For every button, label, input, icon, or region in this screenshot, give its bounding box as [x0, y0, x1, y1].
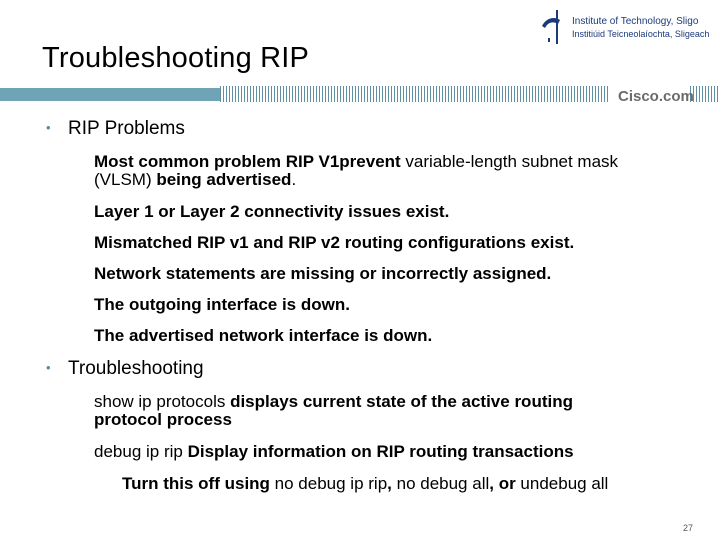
bullet-troubleshooting: • Troubleshooting [46, 358, 204, 379]
institute-logo-icon [538, 8, 564, 46]
header-band-hatch-end [690, 86, 720, 102]
bullet-dot-icon: • [46, 360, 51, 375]
list-item: The advertised network interface is down. [94, 326, 433, 345]
list-item: show ip protocols displays current state of the active routing [94, 392, 573, 411]
bullet-dot-icon: • [46, 120, 51, 135]
sub-list-item: Turn this off using no debug ip rip, no debug all, or undebug all [122, 474, 609, 493]
institution-name: Institute of Technology, Sligo [572, 16, 699, 27]
header-band [0, 88, 220, 101]
institution-name-irish: Institiúid Teicneolaíochta, Sligeach [572, 29, 710, 39]
list-item: Most common problem RIP V1prevent variable-length subnet mask [94, 152, 619, 171]
header-band-hatch [220, 86, 610, 102]
page-number: 27 [683, 523, 694, 533]
list-item-continued: protocol process [94, 410, 232, 429]
slide-title: Troubleshooting RIP [42, 42, 310, 74]
list-item: Mismatched RIP v1 and RIP v2 routing configurations exist. [94, 233, 575, 252]
list-item-continued: (VLSM) being advertised. [94, 170, 297, 189]
list-item: The outgoing interface is down. [94, 295, 350, 314]
bullet-rip-problems: • RIP Problems [46, 118, 185, 139]
list-item: Network statements are missing or incorrectly assigned. [94, 264, 552, 283]
cisco-logo: Cisco.com [618, 88, 694, 105]
list-item: debug ip rip Display information on RIP routing transactions [94, 442, 574, 461]
list-item: Layer 1 or Layer 2 connectivity issues exist. [94, 202, 450, 221]
